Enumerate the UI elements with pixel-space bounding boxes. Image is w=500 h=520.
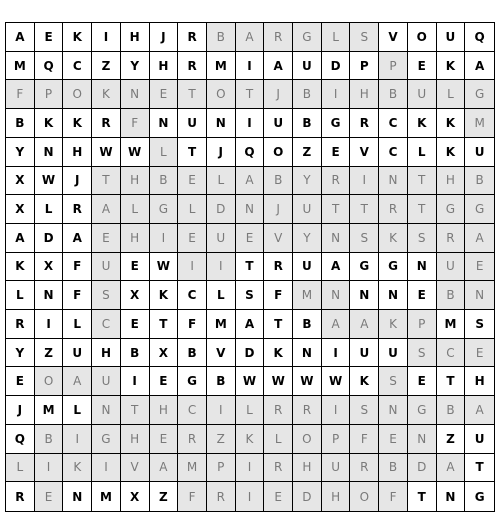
grid-cell-r3-c5[interactable]: N xyxy=(150,109,179,138)
grid-cell-r8-c10[interactable]: U xyxy=(293,253,322,282)
grid-cell-r13-c11[interactable]: I xyxy=(322,396,351,425)
grid-cell-r11-c8[interactable]: D xyxy=(236,339,265,368)
grid-cell-r9-c7[interactable]: L xyxy=(207,281,236,310)
grid-cell-r14-c13[interactable]: E xyxy=(379,425,408,454)
grid-cell-r11-c13[interactable]: U xyxy=(379,339,408,368)
grid-cell-r9-c1[interactable]: N xyxy=(35,281,64,310)
grid-cell-r2-c12[interactable]: H xyxy=(350,80,379,109)
grid-cell-r14-c15[interactable]: Z xyxy=(437,425,466,454)
grid-cell-r4-c9[interactable]: O xyxy=(264,138,293,167)
grid-cell-r16-c16[interactable]: G xyxy=(465,482,494,511)
grid-cell-r0-c5[interactable]: J xyxy=(150,23,179,52)
grid-cell-r2-c7[interactable]: O xyxy=(207,80,236,109)
grid-cell-r5-c15[interactable]: H xyxy=(437,167,466,196)
grid-cell-r5-c3[interactable]: T xyxy=(92,167,121,196)
grid-cell-r7-c6[interactable]: E xyxy=(178,224,207,253)
grid-cell-r3-c9[interactable]: U xyxy=(264,109,293,138)
grid-cell-r9-c15[interactable]: B xyxy=(437,281,466,310)
grid-cell-r15-c10[interactable]: H xyxy=(293,454,322,483)
grid-cell-r11-c10[interactable]: N xyxy=(293,339,322,368)
grid-cell-r14-c7[interactable]: Z xyxy=(207,425,236,454)
grid-cell-r11-c15[interactable]: C xyxy=(437,339,466,368)
grid-cell-r3-c15[interactable]: K xyxy=(437,109,466,138)
grid-cell-r16-c4[interactable]: X xyxy=(121,482,150,511)
grid-cell-r2-c5[interactable]: E xyxy=(150,80,179,109)
grid-cell-r2-c13[interactable]: B xyxy=(379,80,408,109)
grid-cell-r11-c1[interactable]: Z xyxy=(35,339,64,368)
grid-cell-r11-c12[interactable]: U xyxy=(350,339,379,368)
grid-cell-r5-c8[interactable]: A xyxy=(236,167,265,196)
grid-cell-r2-c11[interactable]: I xyxy=(322,80,351,109)
grid-cell-r8-c5[interactable]: W xyxy=(150,253,179,282)
grid-cell-r15-c13[interactable]: B xyxy=(379,454,408,483)
grid-cell-r0-c4[interactable]: H xyxy=(121,23,150,52)
grid-cell-r6-c9[interactable]: J xyxy=(264,195,293,224)
grid-cell-r7-c0[interactable]: A xyxy=(6,224,35,253)
grid-cell-r13-c6[interactable]: C xyxy=(178,396,207,425)
grid-cell-r1-c6[interactable]: R xyxy=(178,52,207,81)
grid-cell-r14-c9[interactable]: L xyxy=(264,425,293,454)
grid-cell-r3-c12[interactable]: R xyxy=(350,109,379,138)
grid-cell-r0-c7[interactable]: B xyxy=(207,23,236,52)
grid-cell-r3-c8[interactable]: I xyxy=(236,109,265,138)
grid-cell-r14-c10[interactable]: O xyxy=(293,425,322,454)
grid-cell-r2-c8[interactable]: T xyxy=(236,80,265,109)
grid-cell-r1-c5[interactable]: H xyxy=(150,52,179,81)
grid-cell-r10-c2[interactable]: L xyxy=(63,310,92,339)
grid-cell-r6-c4[interactable]: L xyxy=(121,195,150,224)
grid-cell-r1-c9[interactable]: A xyxy=(264,52,293,81)
grid-cell-r10-c15[interactable]: M xyxy=(437,310,466,339)
grid-cell-r7-c7[interactable]: U xyxy=(207,224,236,253)
grid-cell-r6-c15[interactable]: G xyxy=(437,195,466,224)
grid-cell-r4-c4[interactable]: W xyxy=(121,138,150,167)
grid-cell-r2-c0[interactable]: F xyxy=(6,80,35,109)
grid-cell-r10-c13[interactable]: K xyxy=(379,310,408,339)
grid-cell-r2-c10[interactable]: B xyxy=(293,80,322,109)
grid-cell-r13-c15[interactable]: B xyxy=(437,396,466,425)
grid-cell-r8-c11[interactable]: A xyxy=(322,253,351,282)
grid-cell-r10-c11[interactable]: A xyxy=(322,310,351,339)
grid-cell-r14-c6[interactable]: R xyxy=(178,425,207,454)
grid-cell-r5-c2[interactable]: J xyxy=(63,167,92,196)
grid-cell-r1-c0[interactable]: M xyxy=(6,52,35,81)
grid-cell-r7-c5[interactable]: I xyxy=(150,224,179,253)
grid-cell-r8-c12[interactable]: G xyxy=(350,253,379,282)
grid-cell-r15-c9[interactable]: R xyxy=(264,454,293,483)
grid-cell-r1-c11[interactable]: D xyxy=(322,52,351,81)
grid-cell-r10-c0[interactable]: R xyxy=(6,310,35,339)
grid-cell-r13-c0[interactable]: J xyxy=(6,396,35,425)
grid-cell-r16-c7[interactable]: R xyxy=(207,482,236,511)
grid-cell-r5-c0[interactable]: X xyxy=(6,167,35,196)
grid-cell-r12-c12[interactable]: K xyxy=(350,367,379,396)
grid-cell-r4-c12[interactable]: V xyxy=(350,138,379,167)
grid-cell-r8-c15[interactable]: U xyxy=(437,253,466,282)
grid-cell-r15-c11[interactable]: U xyxy=(322,454,351,483)
grid-cell-r14-c0[interactable]: Q xyxy=(6,425,35,454)
grid-cell-r7-c2[interactable]: A xyxy=(63,224,92,253)
grid-cell-r5-c13[interactable]: N xyxy=(379,167,408,196)
grid-cell-r10-c3[interactable]: C xyxy=(92,310,121,339)
grid-cell-r1-c10[interactable]: U xyxy=(293,52,322,81)
grid-cell-r4-c6[interactable]: T xyxy=(178,138,207,167)
grid-cell-r2-c3[interactable]: K xyxy=(92,80,121,109)
grid-cell-r6-c1[interactable]: L xyxy=(35,195,64,224)
grid-cell-r8-c3[interactable]: U xyxy=(92,253,121,282)
grid-cell-r16-c2[interactable]: N xyxy=(63,482,92,511)
grid-cell-r2-c14[interactable]: U xyxy=(408,80,437,109)
grid-cell-r12-c16[interactable]: H xyxy=(465,367,494,396)
grid-cell-r15-c3[interactable]: I xyxy=(92,454,121,483)
grid-cell-r9-c2[interactable]: F xyxy=(63,281,92,310)
grid-cell-r0-c10[interactable]: G xyxy=(293,23,322,52)
grid-cell-r10-c9[interactable]: T xyxy=(264,310,293,339)
grid-cell-r12-c11[interactable]: W xyxy=(322,367,351,396)
grid-cell-r13-c4[interactable]: T xyxy=(121,396,150,425)
grid-cell-r5-c5[interactable]: B xyxy=(150,167,179,196)
grid-cell-r1-c1[interactable]: Q xyxy=(35,52,64,81)
grid-cell-r8-c2[interactable]: F xyxy=(63,253,92,282)
grid-cell-r12-c8[interactable]: W xyxy=(236,367,265,396)
grid-cell-r6-c11[interactable]: T xyxy=(322,195,351,224)
grid-cell-r12-c5[interactable]: E xyxy=(150,367,179,396)
grid-cell-r12-c7[interactable]: B xyxy=(207,367,236,396)
grid-cell-r14-c1[interactable]: B xyxy=(35,425,64,454)
grid-cell-r6-c2[interactable]: R xyxy=(63,195,92,224)
grid-cell-r7-c12[interactable]: S xyxy=(350,224,379,253)
grid-cell-r13-c13[interactable]: N xyxy=(379,396,408,425)
grid-cell-r1-c4[interactable]: Y xyxy=(121,52,150,81)
grid-cell-r0-c11[interactable]: L xyxy=(322,23,351,52)
grid-cell-r12-c0[interactable]: E xyxy=(6,367,35,396)
grid-cell-r7-c1[interactable]: D xyxy=(35,224,64,253)
grid-cell-r12-c2[interactable]: A xyxy=(63,367,92,396)
grid-cell-r1-c13[interactable]: P xyxy=(379,52,408,81)
grid-cell-r7-c16[interactable]: A xyxy=(465,224,494,253)
grid-cell-r9-c3[interactable]: S xyxy=(92,281,121,310)
grid-cell-r7-c11[interactable]: N xyxy=(322,224,351,253)
grid-cell-r7-c4[interactable]: H xyxy=(121,224,150,253)
grid-cell-r5-c10[interactable]: Y xyxy=(293,167,322,196)
grid-cell-r12-c6[interactable]: G xyxy=(178,367,207,396)
grid-cell-r3-c2[interactable]: K xyxy=(63,109,92,138)
grid-cell-r6-c0[interactable]: X xyxy=(6,195,35,224)
grid-cell-r9-c4[interactable]: X xyxy=(121,281,150,310)
grid-cell-r15-c0[interactable]: L xyxy=(6,454,35,483)
grid-cell-r10-c5[interactable]: T xyxy=(150,310,179,339)
grid-cell-r15-c12[interactable]: R xyxy=(350,454,379,483)
grid-cell-r1-c2[interactable]: C xyxy=(63,52,92,81)
grid-cell-r12-c4[interactable]: I xyxy=(121,367,150,396)
grid-cell-r16-c3[interactable]: M xyxy=(92,482,121,511)
grid-cell-r6-c7[interactable]: D xyxy=(207,195,236,224)
grid-cell-r0-c14[interactable]: O xyxy=(408,23,437,52)
grid-cell-r9-c6[interactable]: C xyxy=(178,281,207,310)
grid-cell-r3-c0[interactable]: B xyxy=(6,109,35,138)
grid-cell-r12-c9[interactable]: W xyxy=(264,367,293,396)
grid-cell-r14-c11[interactable]: P xyxy=(322,425,351,454)
grid-cell-r6-c8[interactable]: N xyxy=(236,195,265,224)
grid-cell-r8-c7[interactable]: I xyxy=(207,253,236,282)
grid-cell-r7-c9[interactable]: V xyxy=(264,224,293,253)
grid-cell-r8-c4[interactable]: E xyxy=(121,253,150,282)
grid-cell-r9-c0[interactable]: L xyxy=(6,281,35,310)
grid-cell-r13-c2[interactable]: L xyxy=(63,396,92,425)
grid-cell-r1-c14[interactable]: E xyxy=(408,52,437,81)
grid-cell-r10-c10[interactable]: B xyxy=(293,310,322,339)
grid-cell-r2-c4[interactable]: N xyxy=(121,80,150,109)
grid-cell-r3-c10[interactable]: B xyxy=(293,109,322,138)
grid-cell-r1-c15[interactable]: K xyxy=(437,52,466,81)
grid-cell-r11-c2[interactable]: U xyxy=(63,339,92,368)
grid-cell-r10-c14[interactable]: P xyxy=(408,310,437,339)
grid-cell-r13-c10[interactable]: R xyxy=(293,396,322,425)
grid-cell-r14-c4[interactable]: H xyxy=(121,425,150,454)
grid-cell-r4-c1[interactable]: N xyxy=(35,138,64,167)
grid-cell-r14-c12[interactable]: F xyxy=(350,425,379,454)
grid-cell-r16-c15[interactable]: N xyxy=(437,482,466,511)
grid-cell-r7-c8[interactable]: E xyxy=(236,224,265,253)
grid-cell-r4-c5[interactable]: L xyxy=(150,138,179,167)
grid-cell-r5-c12[interactable]: I xyxy=(350,167,379,196)
grid-cell-r4-c0[interactable]: Y xyxy=(6,138,35,167)
grid-cell-r15-c14[interactable]: D xyxy=(408,454,437,483)
grid-cell-r13-c16[interactable]: A xyxy=(465,396,494,425)
grid-cell-r14-c16[interactable]: U xyxy=(465,425,494,454)
grid-cell-r4-c10[interactable]: Z xyxy=(293,138,322,167)
grid-cell-r0-c6[interactable]: R xyxy=(178,23,207,52)
grid-cell-r16-c14[interactable]: T xyxy=(408,482,437,511)
grid-cell-r5-c11[interactable]: R xyxy=(322,167,351,196)
grid-cell-r13-c7[interactable]: I xyxy=(207,396,236,425)
grid-cell-r15-c2[interactable]: K xyxy=(63,454,92,483)
grid-cell-r6-c5[interactable]: G xyxy=(150,195,179,224)
grid-cell-r1-c16[interactable]: A xyxy=(465,52,494,81)
grid-cell-r4-c3[interactable]: W xyxy=(92,138,121,167)
grid-cell-r2-c15[interactable]: L xyxy=(437,80,466,109)
grid-cell-r5-c7[interactable]: L xyxy=(207,167,236,196)
grid-cell-r8-c14[interactable]: N xyxy=(408,253,437,282)
grid-cell-r11-c9[interactable]: K xyxy=(264,339,293,368)
word-search-grid xyxy=(5,22,495,512)
grid-cell-r8-c9[interactable]: R xyxy=(264,253,293,282)
grid-cell-r8-c16[interactable]: E xyxy=(465,253,494,282)
grid-cell-r10-c8[interactable]: A xyxy=(236,310,265,339)
grid-cell-r12-c13[interactable]: S xyxy=(379,367,408,396)
grid-cell-r11-c6[interactable]: B xyxy=(178,339,207,368)
grid-cell-r12-c15[interactable]: T xyxy=(437,367,466,396)
grid-cell-r7-c3[interactable]: E xyxy=(92,224,121,253)
grid-cell-r1-c8[interactable]: I xyxy=(236,52,265,81)
grid-cell-r3-c1[interactable]: K xyxy=(35,109,64,138)
grid-cell-r0-c2[interactable]: K xyxy=(63,23,92,52)
grid-cell-r11-c11[interactable]: I xyxy=(322,339,351,368)
grid-cell-r0-c8[interactable]: A xyxy=(236,23,265,52)
grid-cell-r2-c1[interactable]: P xyxy=(35,80,64,109)
grid-cell-r11-c14[interactable]: S xyxy=(408,339,437,368)
grid-cell-r11-c7[interactable]: V xyxy=(207,339,236,368)
grid-cell-r16-c10[interactable]: D xyxy=(293,482,322,511)
grid-cell-r3-c13[interactable]: C xyxy=(379,109,408,138)
grid-cell-r5-c6[interactable]: E xyxy=(178,167,207,196)
grid-cell-r4-c2[interactable]: H xyxy=(63,138,92,167)
grid-cell-r10-c16[interactable]: S xyxy=(465,310,494,339)
grid-cell-r3-c11[interactable]: G xyxy=(322,109,351,138)
grid-cell-r8-c1[interactable]: X xyxy=(35,253,64,282)
grid-cell-r5-c4[interactable]: H xyxy=(121,167,150,196)
grid-cell-r13-c14[interactable]: G xyxy=(408,396,437,425)
grid-cell-r2-c6[interactable]: T xyxy=(178,80,207,109)
grid-cell-r8-c0[interactable]: K xyxy=(6,253,35,282)
grid-cell-r9-c14[interactable]: E xyxy=(408,281,437,310)
grid-cell-r15-c4[interactable]: V xyxy=(121,454,150,483)
grid-cell-r1-c7[interactable]: M xyxy=(207,52,236,81)
grid-cell-r14-c3[interactable]: G xyxy=(92,425,121,454)
grid-cell-r4-c8[interactable]: Q xyxy=(236,138,265,167)
grid-cell-r6-c14[interactable]: T xyxy=(408,195,437,224)
grid-cell-r8-c8[interactable]: T xyxy=(236,253,265,282)
grid-cell-r13-c1[interactable]: M xyxy=(35,396,64,425)
grid-cell-r16-c1[interactable]: E xyxy=(35,482,64,511)
grid-cell-r0-c1[interactable]: E xyxy=(35,23,64,52)
grid-cell-r2-c2[interactable]: O xyxy=(63,80,92,109)
grid-cell-r7-c14[interactable]: S xyxy=(408,224,437,253)
grid-cell-r1-c12[interactable]: P xyxy=(350,52,379,81)
grid-cell-r7-c13[interactable]: K xyxy=(379,224,408,253)
grid-cell-r2-c9[interactable]: J xyxy=(264,80,293,109)
grid-cell-r6-c3[interactable]: A xyxy=(92,195,121,224)
grid-cell-r9-c11[interactable]: N xyxy=(322,281,351,310)
grid-cell-r13-c12[interactable]: S xyxy=(350,396,379,425)
grid-cell-r11-c5[interactable]: X xyxy=(150,339,179,368)
grid-cell-r3-c16[interactable]: M xyxy=(465,109,494,138)
grid-cell-r9-c12[interactable]: N xyxy=(350,281,379,310)
grid-cell-r9-c13[interactable]: N xyxy=(379,281,408,310)
grid-cell-r11-c3[interactable]: H xyxy=(92,339,121,368)
grid-cell-r6-c10[interactable]: U xyxy=(293,195,322,224)
grid-cell-r8-c6[interactable]: I xyxy=(178,253,207,282)
grid-cell-r9-c8[interactable]: S xyxy=(236,281,265,310)
grid-cell-r13-c3[interactable]: N xyxy=(92,396,121,425)
grid-cell-r4-c15[interactable]: K xyxy=(437,138,466,167)
grid-cell-r5-c9[interactable]: B xyxy=(264,167,293,196)
grid-cell-r7-c10[interactable]: Y xyxy=(293,224,322,253)
grid-cell-r4-c14[interactable]: L xyxy=(408,138,437,167)
grid-cell-r10-c1[interactable]: I xyxy=(35,310,64,339)
grid-cell-r3-c6[interactable]: U xyxy=(178,109,207,138)
grid-cell-r0-c13[interactable]: V xyxy=(379,23,408,52)
grid-cell-r15-c6[interactable]: M xyxy=(178,454,207,483)
grid-cell-r16-c9[interactable]: E xyxy=(264,482,293,511)
grid-cell-r0-c9[interactable]: R xyxy=(264,23,293,52)
grid-cell-r16-c11[interactable]: H xyxy=(322,482,351,511)
grid-cell-r0-c3[interactable]: I xyxy=(92,23,121,52)
grid-cell-r9-c16[interactable]: N xyxy=(465,281,494,310)
grid-cell-r0-c0[interactable]: A xyxy=(6,23,35,52)
grid-cell-r16-c5[interactable]: Z xyxy=(150,482,179,511)
grid-cell-r14-c5[interactable]: E xyxy=(150,425,179,454)
grid-cell-r14-c8[interactable]: K xyxy=(236,425,265,454)
grid-cell-r5-c14[interactable]: T xyxy=(408,167,437,196)
grid-cell-r11-c0[interactable]: Y xyxy=(6,339,35,368)
grid-cell-r11-c16[interactable]: E xyxy=(465,339,494,368)
grid-cell-r10-c6[interactable]: F xyxy=(178,310,207,339)
grid-cell-r15-c5[interactable]: A xyxy=(150,454,179,483)
grid-cell-r5-c16[interactable]: B xyxy=(465,167,494,196)
grid-cell-r10-c4[interactable]: E xyxy=(121,310,150,339)
grid-cell-r10-c12[interactable]: A xyxy=(350,310,379,339)
grid-cell-r16-c0[interactable]: R xyxy=(6,482,35,511)
grid-cell-r4-c16[interactable]: U xyxy=(465,138,494,167)
grid-cell-r6-c12[interactable]: T xyxy=(350,195,379,224)
grid-cell-r9-c10[interactable]: M xyxy=(293,281,322,310)
grid-cell-r9-c9[interactable]: F xyxy=(264,281,293,310)
grid-cell-r4-c13[interactable]: C xyxy=(379,138,408,167)
grid-cell-r12-c10[interactable]: W xyxy=(293,367,322,396)
grid-cell-r15-c16[interactable]: T xyxy=(465,454,494,483)
grid-cell-r3-c3[interactable]: R xyxy=(92,109,121,138)
grid-cell-r15-c7[interactable]: P xyxy=(207,454,236,483)
grid-cell-r0-c16[interactable]: Q xyxy=(465,23,494,52)
grid-cell-r15-c15[interactable]: A xyxy=(437,454,466,483)
grid-cell-r13-c5[interactable]: H xyxy=(150,396,179,425)
grid-cell-r4-c11[interactable]: E xyxy=(322,138,351,167)
grid-cell-r8-c13[interactable]: G xyxy=(379,253,408,282)
grid-cell-r16-c13[interactable]: F xyxy=(379,482,408,511)
grid-cell-r16-c8[interactable]: I xyxy=(236,482,265,511)
grid-cell-r6-c6[interactable]: L xyxy=(178,195,207,224)
grid-cell-r15-c8[interactable]: I xyxy=(236,454,265,483)
grid-cell-r13-c8[interactable]: L xyxy=(236,396,265,425)
grid-cell-r12-c14[interactable]: E xyxy=(408,367,437,396)
grid-cell-r7-c15[interactable]: R xyxy=(437,224,466,253)
grid-cell-r6-c16[interactable]: G xyxy=(465,195,494,224)
grid-cell-r4-c7[interactable]: J xyxy=(207,138,236,167)
grid-cell-r3-c4[interactable]: F xyxy=(121,109,150,138)
grid-cell-r3-c14[interactable]: K xyxy=(408,109,437,138)
grid-cell-r11-c4[interactable]: B xyxy=(121,339,150,368)
grid-cell-r10-c7[interactable]: M xyxy=(207,310,236,339)
grid-cell-r12-c1[interactable]: O xyxy=(35,367,64,396)
grid-cell-r3-c7[interactable]: N xyxy=(207,109,236,138)
grid-cell-r6-c13[interactable]: R xyxy=(379,195,408,224)
grid-cell-r9-c5[interactable]: K xyxy=(150,281,179,310)
grid-cell-r5-c1[interactable]: W xyxy=(35,167,64,196)
grid-cell-r12-c3[interactable]: U xyxy=(92,367,121,396)
grid-cell-r0-c12[interactable]: S xyxy=(350,23,379,52)
grid-cell-r2-c16[interactable]: G xyxy=(465,80,494,109)
grid-cell-r13-c9[interactable]: R xyxy=(264,396,293,425)
grid-cell-r1-c3[interactable]: Z xyxy=(92,52,121,81)
grid-cell-r0-c15[interactable]: U xyxy=(437,23,466,52)
grid-cell-r15-c1[interactable]: I xyxy=(35,454,64,483)
grid-cell-r14-c14[interactable]: N xyxy=(408,425,437,454)
grid-cell-r16-c12[interactable]: O xyxy=(350,482,379,511)
grid-cell-r16-c6[interactable]: F xyxy=(178,482,207,511)
grid-cell-r14-c2[interactable]: I xyxy=(63,425,92,454)
